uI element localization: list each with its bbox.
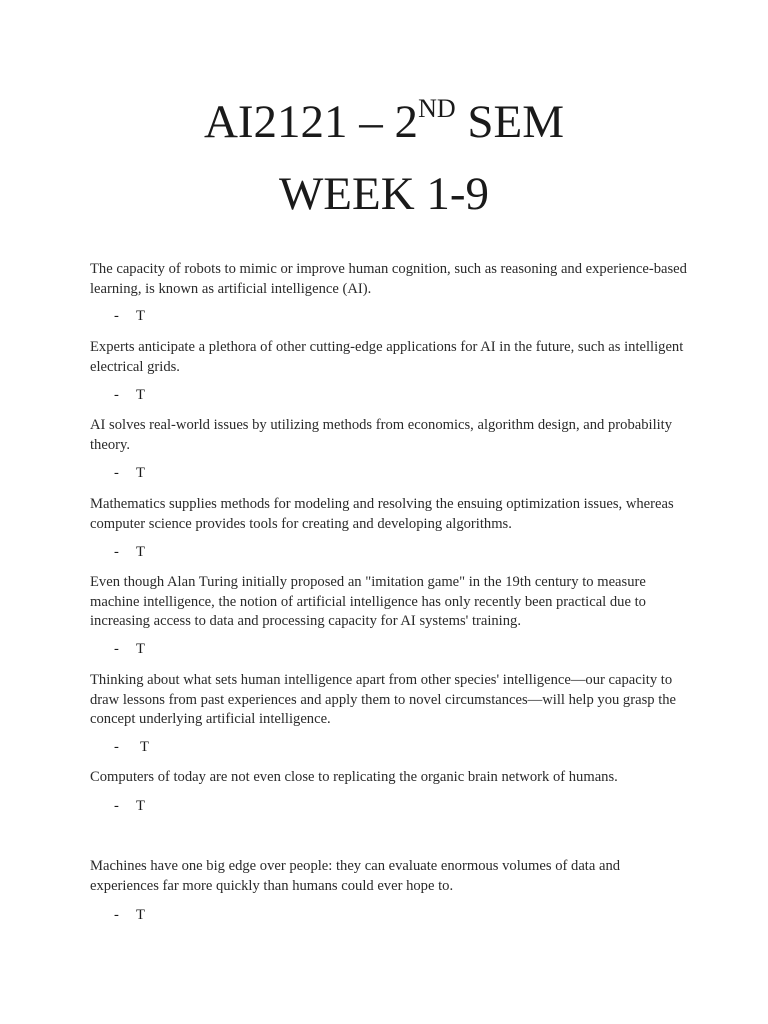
title-prefix: AI2121 – 2 [203,96,419,148]
answer-line [114,464,145,483]
answer-line [114,906,145,925]
answer-line [114,640,145,659]
question-text: Thinking about what sets human intelligence apart from other species' intelligence—our capacity to draw lessons from past experiences and apply them to novel circumstances—will help you grasp the concept underlying artificial intelligence. [90,672,677,728]
question-text: The capacity of robots to mimic or improve human cognition, such as reasoning and experience-based learning, is known as artificial intelligence (AI). [90,261,687,297]
question-text: AI solves real-world issues by utilizing methods from economics, algorithm design, and probability theory. [90,417,673,453]
answer-value: T [136,544,145,560]
answer-value: T [136,907,145,923]
answer-line [114,738,149,757]
question-text: Machines have one big edge over people: they can evaluate enormous volumes of data and experiences far more quickly than humans could ever hope to. [90,858,621,894]
title-superscript: ND [418,94,456,123]
answer-dash: - [114,544,119,560]
answer-dash: - [114,739,119,755]
page-title [0,92,768,159]
answer-line [114,307,145,326]
answer-value: T [136,465,145,481]
question-text: Experts anticipate a plethora of other cutting-edge applications for AI in the future, such as intelligent electrical grids. [90,339,684,375]
question-text: Mathematics supplies methods for modeling and resolving the ensuing optimization issues, whereas computer science provides tools for creating and developing algorithms. [90,496,674,532]
answer-line [114,797,145,816]
answer-dash: - [114,798,119,814]
question-text: Even though Alan Turing initially proposed an "imitation game" in the 19th century to measure machine intelligence, the notion of artificial intelligence has only recently been practical due to increasing access to data and processing capacity for AI systems' training. [90,574,646,630]
answer-value: T [136,387,145,403]
answer-dash: - [114,641,119,657]
answer-dash: - [114,308,119,324]
answer-value: T [136,308,145,324]
answer-value: T [140,739,149,755]
answer-line [114,386,145,405]
answer-line [114,543,145,562]
answer-dash: - [114,907,119,923]
answer-value: T [136,798,145,814]
answer-dash: - [114,465,119,481]
answer-value: T [136,641,145,657]
answer-dash: - [114,387,119,403]
question-text: Computers of today are not even close to replicating the organic brain network of humans. [90,769,618,785]
title-suffix: SEM [455,96,565,148]
page-subtitle: WEEK 1-9 [278,168,490,220]
